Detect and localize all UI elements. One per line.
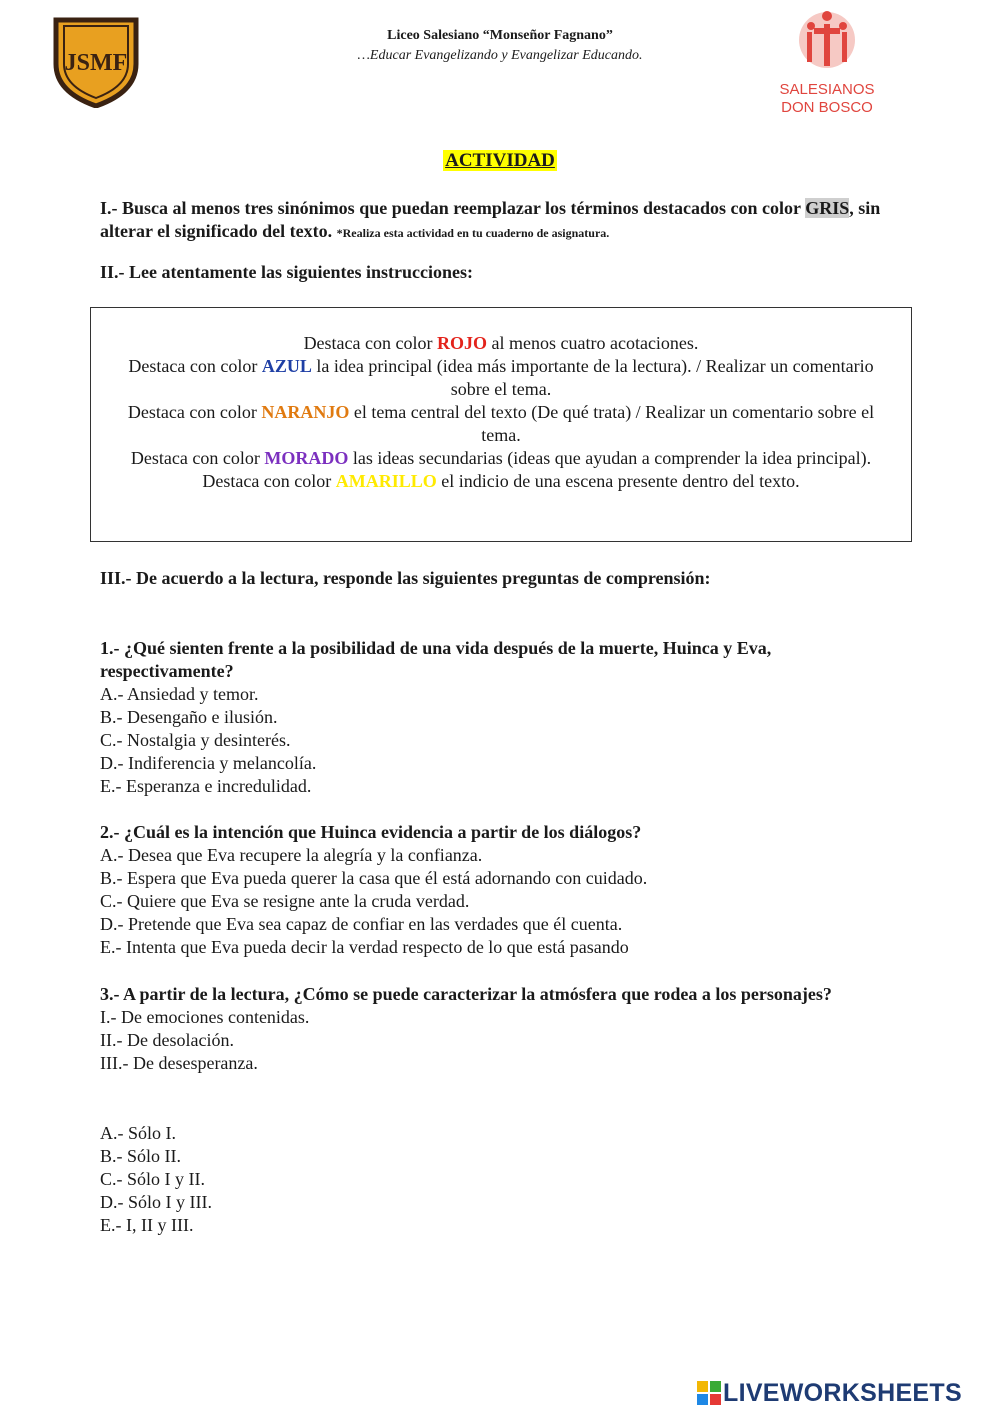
instruction-rest: el tema central del texto (De qué trata) / Realizar un comentario sobre el tema. xyxy=(349,402,875,445)
instruction-morado xyxy=(112,447,890,470)
instruction-rest: al menos cuatro acotaciones. xyxy=(487,333,699,353)
instruction-rojo xyxy=(112,332,890,355)
section-3-heading: III.- De acuerdo a la lectura, responde las siguientes preguntas de comprensión: xyxy=(100,568,711,588)
answer-option[interactable]: E.- Intenta que Eva pueda decir la verdad respecto de lo que está pasando xyxy=(100,937,629,957)
liveworksheets-watermark xyxy=(697,1376,962,1410)
statement: III.- De desesperanza. xyxy=(100,1053,258,1073)
gris-highlight: GRIS xyxy=(805,198,850,218)
instruction-azul xyxy=(112,355,890,401)
instruction-prefix: Destaca con color xyxy=(128,356,262,376)
question-2 xyxy=(100,821,900,959)
section-1-text-b: , sin alterar el significado del texto. xyxy=(100,198,881,241)
instructions-list xyxy=(112,332,890,493)
answer-option[interactable]: B.- Sólo II. xyxy=(100,1146,181,1166)
color-word-azul: AZUL xyxy=(261,356,312,376)
instruction-prefix: Destaca con color xyxy=(202,471,336,491)
answer-option[interactable]: D.- Indiferencia y melancolía. xyxy=(100,753,317,773)
school-name: Liceo Salesiano “Monseñor Fagnano” xyxy=(387,28,613,43)
answer-option[interactable]: D.- Pretende que Eva sea capaz de confiar en las verdades que él cuenta. xyxy=(100,914,623,934)
answer-option[interactable]: D.- Sólo I y III. xyxy=(100,1192,212,1212)
color-word-naranjo: NARANJO xyxy=(261,402,350,422)
statement: II.- De desolación. xyxy=(100,1030,234,1050)
answer-option[interactable]: A.- Desea que Eva recupere la alegría y la confianza. xyxy=(100,845,483,865)
question-3 xyxy=(100,983,900,1075)
section-2-heading: II.- Lee atentamente las siguientes instrucciones: xyxy=(100,262,473,282)
color-word-amarillo: AMARILLO xyxy=(335,471,437,491)
question-3-options xyxy=(100,1122,900,1237)
question-title: 3.- A partir de la lectura, ¿Cómo se puede caracterizar la atmósfera que rodea a los personajes? xyxy=(100,984,832,1004)
section-1-note: *Realiza esta actividad en tu cuaderno de asignatura. xyxy=(336,226,610,240)
liveworksheets-brand: LIVEWORKSHEETS xyxy=(723,1378,962,1407)
section-1-instructions xyxy=(100,197,900,245)
answer-option[interactable]: E.- I, II y III. xyxy=(100,1215,194,1235)
answer-option[interactable]: C.- Nostalgia y desinterés. xyxy=(100,730,291,750)
question-title: 1.- ¿Qué sienten frente a la posibilidad de una vida después de la muerte, Huinca y Eva, respectivamente? xyxy=(100,638,772,681)
don-bosco-text: DON BOSCO xyxy=(781,99,873,116)
shield-monogram: JSMF xyxy=(64,50,128,76)
color-word-morado: MORADO xyxy=(264,448,349,468)
answer-option[interactable]: A.- Sólo I. xyxy=(100,1123,176,1143)
color-word-rojo: ROJO xyxy=(437,333,488,353)
instruction-prefix: Destaca con color xyxy=(127,402,262,422)
answer-option[interactable]: E.- Esperanza e incredulidad. xyxy=(100,776,312,796)
activity-title xyxy=(0,150,1000,172)
instruction-rest: las ideas secundarias (ideas que ayudan a comprender la idea principal). xyxy=(348,448,872,468)
salesianos-text: SALESIANOS xyxy=(779,81,875,98)
salesianos-logo xyxy=(770,6,885,118)
activity-title-text: ACTIVIDAD xyxy=(445,150,555,171)
answer-option[interactable]: B.- Desengaño e ilusión. xyxy=(100,707,278,727)
instruction-rest: el indicio de una escena presente dentro del texto. xyxy=(436,471,800,491)
school-motto: …Educar Evangelizando y Evangelizar Educando. xyxy=(357,48,643,63)
section-1-text-a: I.- Busca al menos tres sinónimos que puedan reemplazar los términos destacados con color xyxy=(100,198,806,218)
instruction-amarillo xyxy=(112,470,890,493)
answer-option[interactable]: B.- Espera que Eva pueda querer la casa que él está adornando con cuidado. xyxy=(100,868,648,888)
instruction-prefix: Destaca con color xyxy=(303,333,437,353)
statement: I.- De emociones contenidas. xyxy=(100,1007,310,1027)
instruction-rest: la idea principal (idea más importante de la lectura). / Realizar un comentario sobre el tema. xyxy=(311,356,874,399)
liveworksheets-icon xyxy=(697,1381,721,1405)
question-title: 2.- ¿Cuál es la intención que Huinca evidencia a partir de los diálogos? xyxy=(100,822,642,842)
instruction-prefix: Destaca con color xyxy=(130,448,265,468)
answer-option[interactable]: C.- Sólo I y II. xyxy=(100,1169,205,1189)
answer-option[interactable]: A.- Ansiedad y temor. xyxy=(100,684,259,704)
answer-option[interactable]: C.- Quiere que Eva se resigne ante la cruda verdad. xyxy=(100,891,470,911)
question-1 xyxy=(100,637,900,798)
instruction-naranjo xyxy=(112,401,890,447)
